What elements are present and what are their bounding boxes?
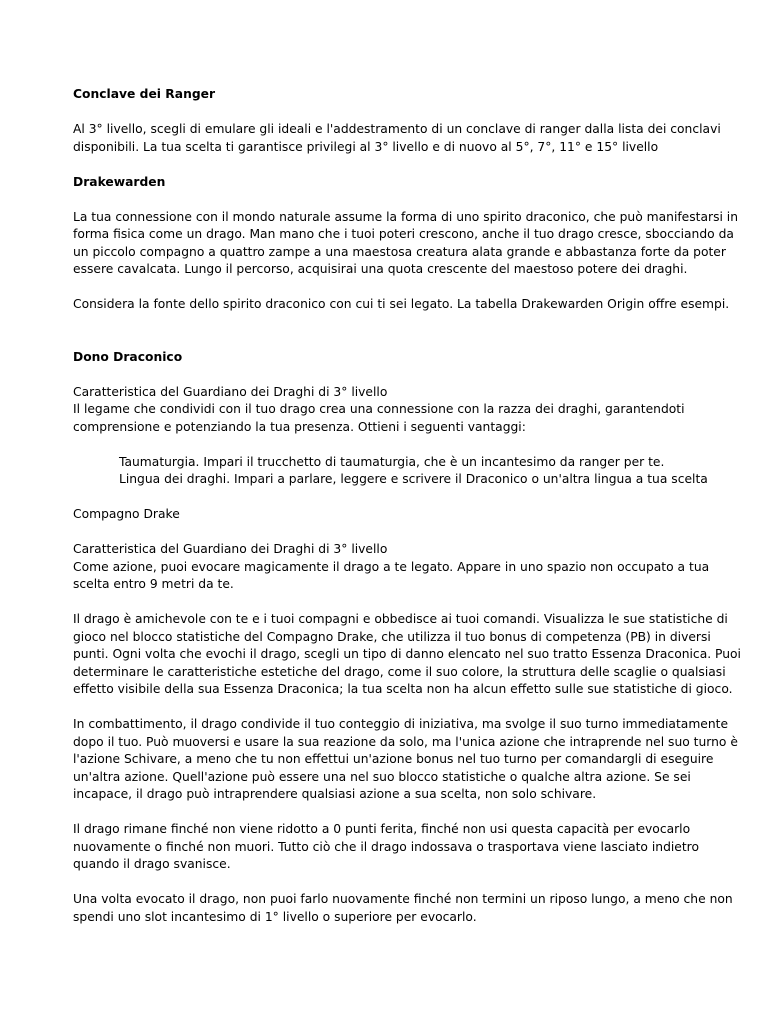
text-line: Il legame che condividi con il tuo drago crea una connessione con la razza dei draghi, garantendoti: [73, 402, 685, 416]
paragraph-compagno-combattimento: [73, 716, 738, 804]
text-line: gioco nel blocco statistiche del Compagno Drake, che utilizza il tuo bonus di competenza (PB) in diversi: [73, 629, 711, 644]
section-heading-drakewarden: Drakewarden: [73, 174, 166, 189]
benefits-list: [73, 454, 708, 489]
text-line: In combattimento, il drago condivide il tuo conteggio di iniziativa, ma svolge il suo turno immediatamente: [73, 717, 729, 731]
document-page: [73, 86, 741, 926]
text-line: Una volta evocato il drago, non puoi farlo nuovamente finché non termini un riposo lungo, a meno che non: [73, 892, 733, 906]
text-line: spendi uno slot incantesimo di 1° livello o superiore per evocarlo.: [73, 909, 477, 924]
text-line: comprensione e potenziando la tua presenza. Ottieni i seguenti vantaggi:: [73, 419, 526, 434]
paragraph-drakewarden-intro: [73, 209, 739, 279]
text-line: dopo il tuo. Può muoversi e usare la sua reazione da solo, ma l'unica azione che intraprende nel suo turno è: [73, 734, 738, 749]
text-line: La tua connessione con il mondo naturale assume la forma di uno spirito draconico, che può manifestarsi in: [73, 209, 739, 224]
text-line: Al 3° livello, scegli di emulare gli ideali e l'addestramento di un conclave di ranger dalla lista dei conclavi: [73, 122, 721, 136]
paragraph-drakewarden-origin: [73, 296, 730, 314]
text-line: forma fisica come un drago. Man mano che i tuoi poteri crescono, anche il tuo drago cresce, sbocciando da: [73, 227, 734, 241]
text-line: essere cavalcata. Lungo il percorso, acquisirai una quota crescente del maestoso potere dei draghi.: [73, 262, 688, 276]
text-line: un'altra azione. Quell'azione può essere una nel suo blocco statistiche o qualche altra azione. Se sei: [73, 769, 691, 784]
feature-level-line: Caratteristica del Guardiano dei Draghi di 3° livello: [73, 542, 388, 556]
text-line: quando il drago svanisce.: [73, 857, 231, 871]
text-line: scelta entro 9 metri da te.: [73, 577, 234, 591]
paragraph-compagno-riposo: [73, 891, 733, 926]
text-line: effetto visibile della sua Essenza Draconica; la tua scelta non ha alcun effetto sulle sue statistiche di gioco.: [73, 682, 733, 696]
paragraph-compagno-evoca: [73, 559, 710, 594]
paragraph-conclave-intro: [73, 121, 721, 156]
text-line: determinare le caratteristiche estetiche del drago, come il suo colore, la struttura delle scaglie o qualsiasi: [73, 664, 726, 679]
text-line: Il drago rimane finché non viene ridotto a 0 punti ferita, finché non usi questa capacità per evocarlo: [73, 822, 691, 836]
section-heading-dono-draconico: Dono Draconico: [73, 349, 183, 364]
benefit-item: Taumaturgia. Impari il trucchetto di taumaturgia, che è un incantesimo da ranger per te.: [119, 454, 665, 469]
text-line: punti. Ogni volta che evochi il drago, scegli un tipo di danno elencato nel suo tratto Essenza Draconica. Puoi: [73, 647, 741, 661]
text-line: Come azione, puoi evocare magicamente il drago a te legato. Appare in uno spazio non occupato a tua: [73, 559, 710, 574]
text-line: disponibili. La tua scelta ti garantisce privilegi al 3° livello e di nuovo al 5°, 7°, 11° e 15° livello: [73, 139, 659, 154]
text-line: Considera la fonte dello spirito draconico con cui ti sei legato. La tabella Drakewarden Origin offre esempi.: [73, 297, 730, 311]
text-line: l'azione Schivare, a meno che tu non effettui un'azione bonus nel tuo turno per comandargli di eseguire: [73, 752, 714, 766]
section-heading-conclave: Conclave dei Ranger: [73, 87, 216, 101]
section-heading-compagno-drake: Compagno Drake: [73, 507, 180, 521]
text-line: incapace, il drago può intraprendere qualsiasi azione a sua scelta, non solo schivare.: [73, 787, 597, 801]
text-line: un piccolo compagno a quattro zampe a una maestosa creatura alata grande e abbastanza forte da poter: [73, 244, 726, 259]
text-line: nuovamente o finché non muori. Tutto ciò che il drago indossava o trasportava viene lasciato indietro: [73, 839, 699, 854]
feature-level-line: Caratteristica del Guardiano dei Draghi di 3° livello: [73, 384, 388, 399]
paragraph-dono-body: [73, 401, 698, 436]
benefit-item: Lingua dei draghi. Impari a parlare, leggere e scrivere il Draconico o un'altra lingua a tua scelta: [119, 472, 708, 486]
paragraph-compagno-statistiche: [73, 611, 741, 699]
paragraph-compagno-durata: [73, 821, 698, 874]
text-line: Il drago è amichevole con te e i tuoi compagni e obbedisce ai tuoi comandi. Visualizza le sue statistiche di: [73, 612, 728, 626]
